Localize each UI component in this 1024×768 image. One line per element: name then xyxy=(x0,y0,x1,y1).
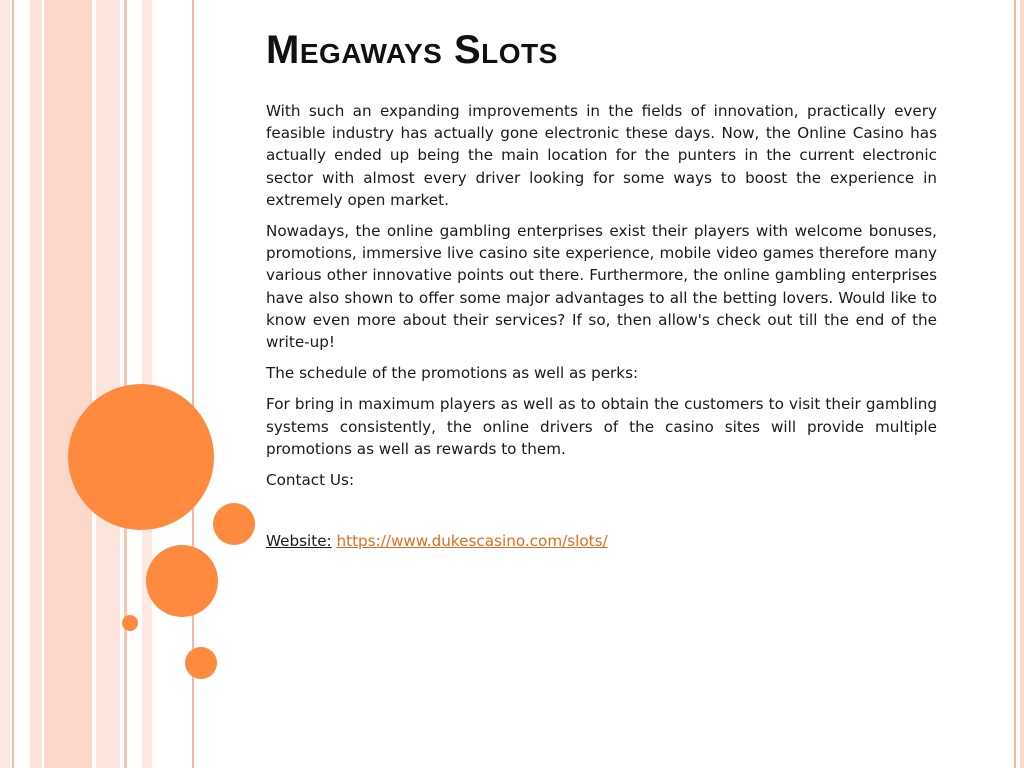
paragraph-promotions: For bring in maximum players as well as to obtain the customers to visit their gambling systems consistently, the online drivers of the casino sites will provide multiple promotions as well as rewards to them. xyxy=(266,395,937,458)
left-stripe xyxy=(96,0,120,768)
right-border-line xyxy=(1014,0,1016,768)
left-stripe-line xyxy=(124,0,127,768)
decorative-circle-large xyxy=(68,384,214,530)
website-label: Website: xyxy=(266,532,332,551)
paragraph-online-gambling: Nowadays, the online gambling enterprises exist their players with welcome bonuses, promotions, immersive live casino site experience, mobile video games therefore many various other innovative points out there. Furthermore, the online gambling enterprises have also shown to offer some major advantages to all the betting lovers. Would like to know even more about their services? If so, then allow's check out till the end of the write-up! xyxy=(266,222,937,352)
left-stripe xyxy=(0,0,10,768)
decorative-circle-small xyxy=(185,647,217,679)
slide-title: Megaways Slots xyxy=(266,28,558,72)
left-stripe-line xyxy=(12,0,14,768)
decorative-circle-medium xyxy=(146,545,218,617)
paragraph-intro: With such an expanding improvements in the fields of innovation, practically every feasible industry has actually gone electronic these days. Now, the Online Casino has actually ended up being the main location for the punters in the current electronic sector with almost every driver looking for some ways to boost the experience in extremely open market. xyxy=(266,102,937,209)
paragraph-contact: Contact Us: xyxy=(266,471,355,490)
left-stripe xyxy=(30,0,42,768)
website-line xyxy=(266,530,937,552)
website-link[interactable]: https://www.dukescasino.com/slots/ xyxy=(336,532,608,551)
decorative-circle-tiny xyxy=(122,615,138,631)
slide-content xyxy=(266,26,937,561)
right-border-stripe xyxy=(1020,0,1024,768)
left-stripe-wide xyxy=(44,0,92,768)
spacer xyxy=(266,500,937,530)
paragraph-promotions-heading: The schedule of the promotions as well as perks: xyxy=(266,364,639,383)
decorative-circle-small xyxy=(213,503,255,545)
